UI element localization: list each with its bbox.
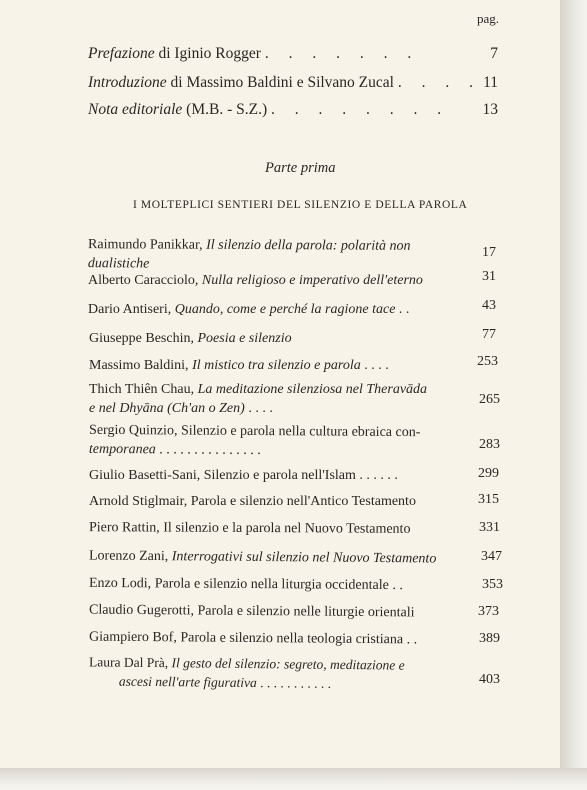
toc-title: Interrogativi sul silenzio nel Nuovo Testamento — [171, 549, 437, 567]
toc-leader-dots: . . — [398, 302, 410, 317]
toc-page-number: 373 — [478, 604, 499, 619]
toc-title: Parola e silenzio nelle liturgie orientali — [197, 603, 415, 621]
toc-page-number: 31 — [482, 269, 496, 284]
toc-author: Alberto Caracciolo, — [88, 273, 199, 288]
toc-front-rest: (M.B. - S.Z.) — [182, 101, 268, 118]
toc-title: Parola e silenzio nella liturgia occidentale — [154, 576, 389, 593]
toc-page-number: 265 — [479, 392, 500, 407]
toc-title: Il silenzio e la parola nel Nuovo Testamento — [163, 520, 411, 537]
toc-author: Dario Antiseri, — [88, 302, 172, 317]
toc-title: Il gesto del silenzio: segreto, meditazione e — [171, 655, 405, 673]
toc-page-number: 389 — [479, 631, 500, 646]
toc-page-number: 283 — [479, 437, 500, 452]
toc-title: Nulla religioso e imperativo dell'eterno — [201, 273, 423, 288]
toc-front-prefazione — [88, 45, 498, 65]
toc-page-number: 43 — [482, 298, 496, 313]
toc-leader-dots: . . . . . . . . . . . . . . . — [159, 442, 261, 459]
toc-entry — [89, 601, 415, 623]
toc-title: Parola e silenzio nell'Antico Testamento — [190, 494, 416, 509]
toc-author: Giampiero Bof, — [88, 629, 177, 646]
toc-title-cont: dualistiche — [87, 256, 150, 272]
toc-front-rest: di Massimo Baldini e Silvano Zucal — [166, 74, 394, 91]
toc-title: Il silenzio della parola: polarità non — [206, 237, 411, 254]
part-title: Parte prima — [265, 160, 336, 176]
toc-author: Arnold Stiglmair, — [89, 494, 188, 509]
toc-front-nota — [88, 101, 498, 121]
page-bottom-shadow — [0, 768, 587, 790]
toc-leader-dots: . . . . — [397, 74, 481, 91]
toc-title: Silenzio e parola nella cultura ebraica con- — [180, 423, 421, 441]
toc-leader-dots: . . . . . . . . — [271, 101, 450, 118]
toc-author: Massimo Baldini, — [89, 358, 189, 373]
toc-page-number: 17 — [482, 245, 496, 260]
toc-front-introduzione — [88, 74, 498, 94]
toc-leader-dots: . . . . . . . — [264, 45, 420, 62]
toc-title-cont: e nel Dhyāna (Ch'an o Zen) — [89, 401, 245, 416]
toc-page-number: 7 — [490, 45, 498, 62]
toc-author: Claudio Gugerotti, — [88, 602, 195, 619]
toc-author: Giulio Basetti-Sani, — [89, 468, 201, 483]
toc-front-label: Introduzione — [88, 74, 167, 91]
toc-title: Il mistico tra silenzio e parola — [192, 358, 361, 373]
toc-page-number: 77 — [482, 327, 496, 342]
toc-author: Thich Thiên Chau, — [89, 382, 195, 397]
page-column-header: pag. — [477, 11, 500, 26]
toc-page-number: 315 — [478, 492, 499, 507]
toc-entry — [88, 235, 411, 275]
toc-page-number: 11 — [483, 74, 498, 91]
toc-title: Parola e silenzio nella teologia cristiana — [180, 630, 404, 648]
toc-author: Raimundo Panikkar, — [88, 237, 203, 253]
part-subtitle: I MOLTEPLICI SENTIERI DEL SILENZIO E DELLA PAROLA — [133, 199, 468, 211]
toc-entry — [89, 466, 398, 485]
toc-page-number: 331 — [479, 520, 500, 535]
toc-title-cont: ascesi nell'arte figurativa — [118, 673, 257, 691]
toc-entry — [89, 546, 437, 568]
toc-entry — [89, 329, 292, 348]
toc-front-label: Prefazione — [88, 45, 155, 62]
toc-entry — [89, 492, 416, 511]
toc-leader-dots: . . . . — [364, 358, 389, 373]
toc-title: La meditazione silenziosa nel Theravāda — [197, 382, 428, 397]
toc-entry — [89, 421, 421, 461]
toc-leader-dots: . . — [406, 632, 418, 648]
toc-page-number: 347 — [481, 549, 502, 564]
toc-title-cont: temporanea — [88, 441, 156, 458]
toc-entry — [89, 518, 411, 539]
toc-entry — [89, 380, 427, 418]
toc-author: Enzo Lodi, — [88, 575, 152, 592]
toc-page-number: 403 — [479, 672, 500, 687]
toc-leader-dots: . . — [392, 578, 403, 594]
toc-page-number: 253 — [477, 354, 498, 369]
toc-page-number: 299 — [478, 466, 499, 481]
toc-entry — [89, 628, 417, 650]
toc-author: Piero Rattin, — [88, 520, 160, 536]
toc-author: Lorenzo Zani, — [88, 548, 169, 565]
toc-entry — [88, 300, 409, 319]
toc-entry — [89, 356, 389, 375]
toc-leader-dots: . . . . . . . . . . . — [260, 675, 332, 691]
toc-author: Sergio Quinzio, — [89, 422, 178, 439]
toc-entry — [89, 652, 405, 693]
page-edge-shadow — [560, 0, 587, 790]
toc-page-number: 353 — [482, 577, 503, 592]
toc-author: Laura Dal Prà, — [89, 654, 169, 671]
toc-front-rest: di Iginio Rogger — [154, 45, 261, 62]
toc-title: Silenzio e parola nell'Islam — [203, 468, 356, 483]
toc-entry — [89, 574, 403, 595]
toc-title: Poesia e silenzio — [197, 331, 292, 346]
toc-page-number: 13 — [482, 101, 498, 118]
toc-entry — [88, 271, 423, 290]
toc-front-label: Nota editoriale — [88, 101, 183, 118]
toc-leader-dots: . . . . — [248, 401, 273, 416]
toc-leader-dots: . . . . . . — [359, 468, 398, 483]
toc-author: Giuseppe Beschin, — [89, 331, 194, 346]
toc-title: Quando, come e perché la ragione tace — [174, 302, 396, 317]
